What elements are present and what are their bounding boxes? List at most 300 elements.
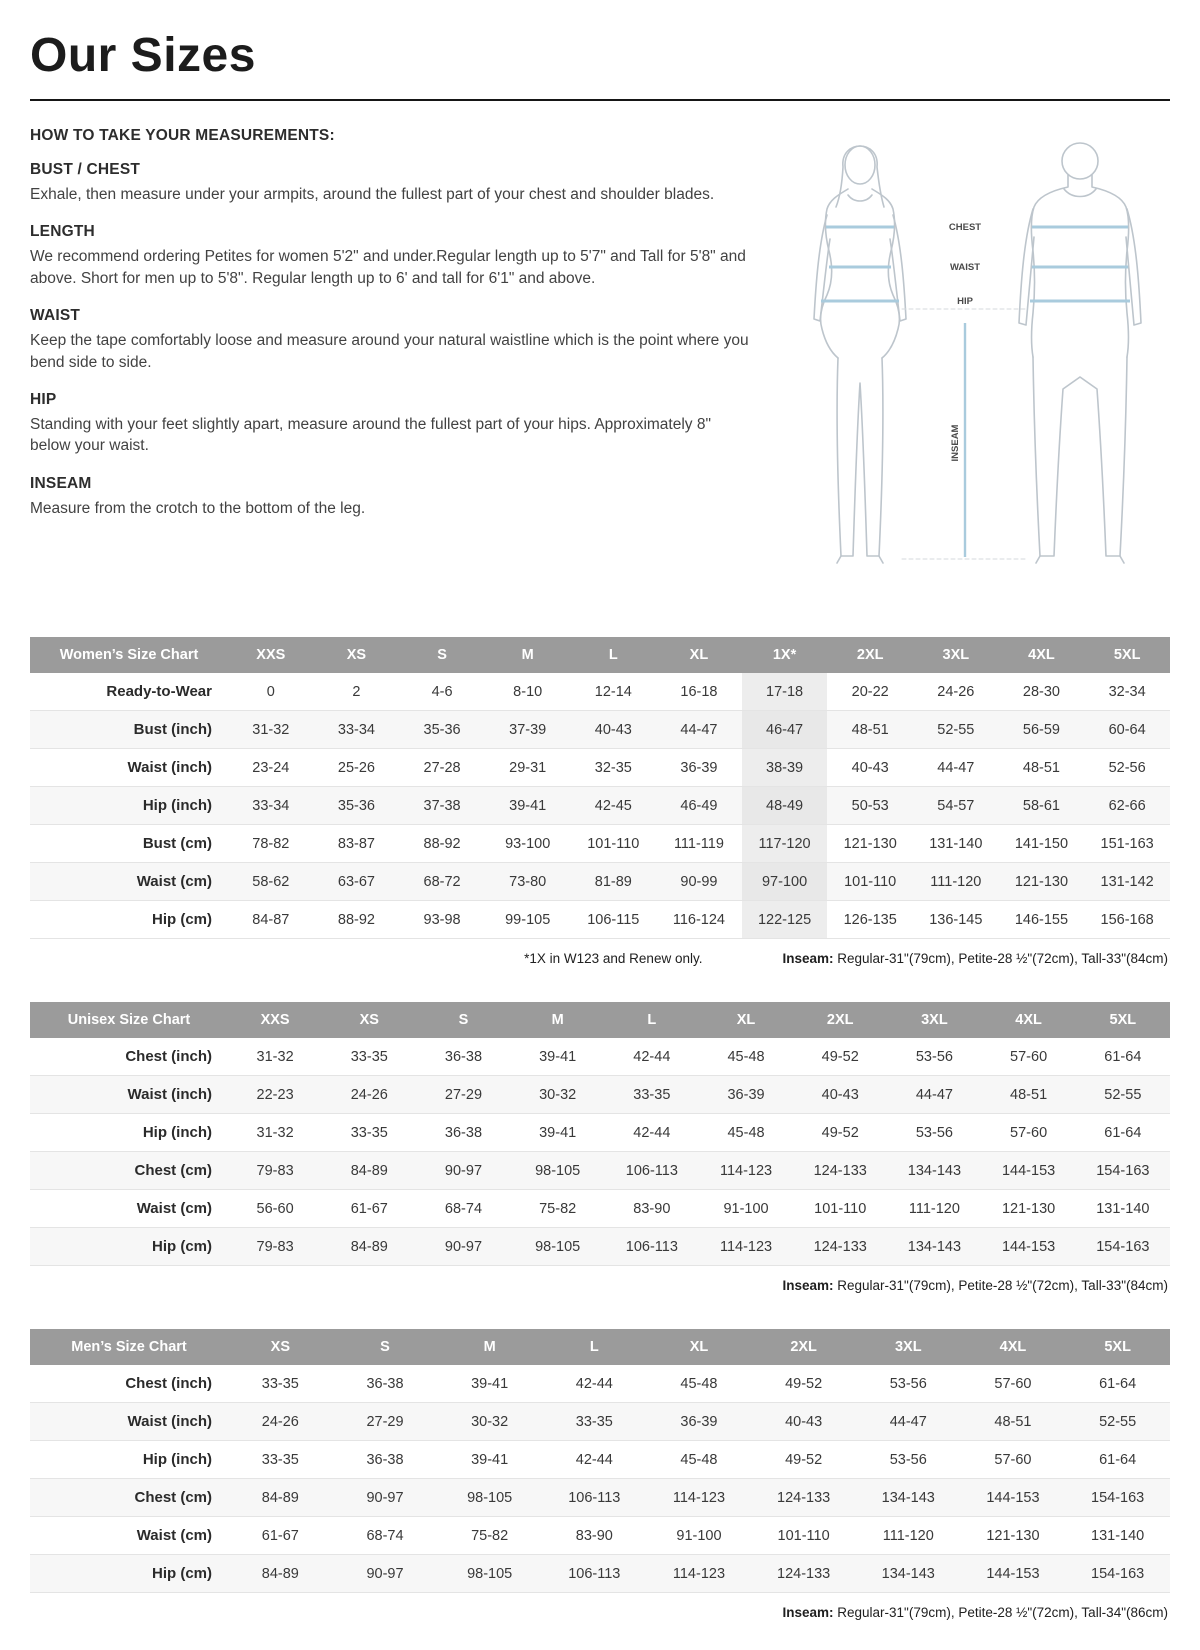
female-figure-outline (814, 146, 906, 563)
column-header: 2XL (793, 1002, 887, 1038)
table-cell: 33-35 (261, 1375, 299, 1392)
column-header: S (399, 637, 485, 673)
instruction-body: We recommend ordering Petites for women 5'2" and under.Regular length up to 5'7" and Tall for 5'8" and above. Short for men up to 5'8". Regular length up to 6' and tall for 6'1" and above. (30, 248, 746, 287)
table-cell: 52-55 (1099, 1413, 1137, 1430)
table-cell: 35-36 (337, 797, 375, 814)
instruction-heading: LENGTH (30, 223, 95, 241)
waist-label: WAIST (949, 262, 981, 273)
column-header: M (485, 637, 571, 673)
table-cell: 154-163 (1096, 1162, 1150, 1179)
table-cell: 53-56 (889, 1375, 927, 1392)
row-label: Hip (cm) (152, 1565, 212, 1582)
table-cell: 56-60 (256, 1200, 294, 1217)
table-cell: 68-72 (423, 873, 461, 890)
table-cell: 44-47 (889, 1413, 927, 1430)
table-cell: 49-52 (821, 1124, 859, 1141)
table-row (30, 1555, 1170, 1593)
table-cell: 114-123 (719, 1238, 773, 1255)
table-cell: 136-145 (929, 911, 983, 928)
table-title: Men’s Size Chart (30, 1329, 228, 1365)
header-row (30, 1002, 1170, 1038)
how-to-heading: HOW TO TAKE YOUR MEASUREMENTS: (30, 127, 335, 144)
measurement-diagram (780, 127, 1170, 601)
table-cell: 53-56 (915, 1048, 953, 1065)
column-header: XXS (228, 1002, 322, 1038)
table-cell: 122-125 (742, 901, 828, 939)
table-cell: 48-51 (1010, 1086, 1048, 1103)
table-cell: 84-89 (261, 1489, 299, 1506)
column-header: XL (647, 1329, 752, 1365)
table-cell: 73-80 (509, 873, 547, 890)
row-label: Waist (inch) (127, 1086, 212, 1103)
table-cell: 48-51 (1022, 759, 1060, 776)
table-row (30, 1038, 1170, 1076)
column-header: 3XL (856, 1329, 961, 1365)
table-cell: 40-43 (785, 1413, 823, 1430)
table-cell: 42-44 (633, 1048, 671, 1065)
table-row (30, 1190, 1170, 1228)
row-label: Waist (inch) (127, 1413, 212, 1430)
table-cell: 83-90 (575, 1527, 613, 1544)
table-cell: 52-55 (937, 721, 975, 738)
table-cell: 33-35 (350, 1048, 388, 1065)
table-cell: 61-67 (350, 1200, 388, 1217)
column-header: S (333, 1329, 438, 1365)
table-cell: 121-130 (986, 1527, 1040, 1544)
table-cell: 49-52 (821, 1048, 859, 1065)
table-cell: 0 (266, 683, 275, 700)
table-cell: 134-143 (907, 1162, 962, 1179)
header-row (30, 1329, 1170, 1365)
table-cell: 111-120 (908, 1200, 960, 1217)
table-cell: 33-34 (252, 797, 290, 814)
table-cell: 39-41 (471, 1375, 509, 1392)
row-label: Chest (inch) (125, 1375, 212, 1392)
table-row (30, 1152, 1170, 1190)
table-cell: 144-153 (986, 1489, 1040, 1506)
table-row (30, 1114, 1170, 1152)
table-cell: 131-142 (1100, 873, 1154, 890)
size-chart-table (30, 1329, 1170, 1593)
table-cell: 27-29 (444, 1086, 483, 1103)
table-row (30, 863, 1170, 901)
table-cell: 49-52 (785, 1451, 823, 1468)
table-cell: 61-64 (1099, 1451, 1137, 1468)
table-cell: 106-113 (625, 1162, 678, 1179)
table-cell: 90-97 (444, 1162, 483, 1179)
table-cell: 79-83 (256, 1162, 294, 1179)
row-label: Hip (cm) (152, 911, 212, 928)
table-cell: 131-140 (1091, 1527, 1145, 1544)
column-header: 3XL (887, 1002, 981, 1038)
table-cell: 53-56 (889, 1451, 927, 1468)
table-cell: 98-105 (467, 1489, 513, 1506)
table-cell: 90-99 (680, 873, 718, 890)
table-cell: 48-49 (742, 787, 828, 825)
table-cell: 57-60 (1010, 1048, 1048, 1065)
instruction-body: Exhale, then measure under your armpits, around the fullest part of your chest and shoulder blades. (30, 186, 715, 203)
inseam-note: Inseam: Regular-31"(79cm), Petite-28 ½"(72cm), Tall-33"(84cm) (782, 1278, 1168, 1293)
table-cell: 32-35 (594, 759, 632, 776)
table-cell: 40-43 (851, 759, 889, 776)
table-cell: 35-36 (423, 721, 461, 738)
table-cell: 111-120 (930, 873, 982, 890)
instruction-heading: BUST / CHEST (30, 161, 141, 178)
table-cell: 106-115 (587, 911, 640, 928)
table-cell: 49-52 (785, 1375, 823, 1392)
table-cell: 42-44 (575, 1375, 613, 1392)
table-cell: 81-89 (594, 873, 632, 890)
column-header: XXS (228, 637, 314, 673)
table-cell: 36-38 (366, 1375, 404, 1392)
measurement-lines (821, 227, 1130, 557)
table-cell: 39-41 (509, 797, 547, 814)
inseam-note-label: Inseam: (782, 1278, 834, 1293)
table-cell: 62-66 (1108, 797, 1146, 814)
table-cell: 154-163 (1091, 1565, 1145, 1582)
row-label: Hip (cm) (152, 1238, 212, 1255)
table-cell: 24-26 (350, 1086, 388, 1103)
instruction-heading: INSEAM (30, 474, 92, 492)
table-cell: 117-120 (742, 825, 828, 863)
table-cell: 84-89 (261, 1565, 299, 1582)
table-cell: 121-130 (1001, 1200, 1056, 1217)
table-cell: 156-168 (1100, 911, 1154, 928)
table-cell: 12-14 (594, 683, 632, 700)
table-cell: 45-48 (727, 1124, 765, 1141)
row-label: Ready-to-Wear (106, 683, 212, 700)
column-header: M (511, 1002, 605, 1038)
chest-label: CHEST (948, 222, 982, 233)
instruction-body: Keep the tape comfortably loose and measure around your natural waistline which is the point where you bend side to side. (30, 332, 749, 371)
instruction-list (30, 161, 754, 519)
table-cell: 20-22 (851, 683, 889, 700)
table-cell: 58-62 (252, 873, 290, 890)
table-row (30, 901, 1170, 939)
row-label: Waist (inch) (127, 759, 212, 776)
table-cell: 121-130 (843, 835, 897, 852)
column-header: 4XL (999, 637, 1085, 673)
table-cell: 144-153 (1001, 1238, 1056, 1255)
table-row (30, 1365, 1170, 1403)
instruction-item (30, 161, 754, 205)
column-header: XS (228, 1329, 333, 1365)
table-cell: 32-34 (1108, 683, 1146, 700)
row-label: Chest (inch) (125, 1048, 212, 1065)
table-cell: 33-35 (633, 1086, 671, 1103)
table-cell: 101-110 (777, 1527, 830, 1544)
table-cell: 24-26 (937, 683, 975, 700)
table-cell: 151-163 (1100, 835, 1154, 852)
table-cell: 36-38 (444, 1124, 483, 1141)
table-cell: 84-89 (350, 1238, 388, 1255)
inseam-note-label: Inseam: (782, 1605, 834, 1620)
instruction-item (30, 475, 754, 519)
table-cell: 124-133 (777, 1489, 831, 1506)
table-cell: 36-39 (727, 1086, 765, 1103)
table-cell: 83-87 (337, 835, 375, 852)
table-cell: 45-48 (680, 1451, 718, 1468)
row-label: Bust (cm) (142, 835, 212, 852)
table-cell: 98-105 (535, 1238, 581, 1255)
table-cell: 24-26 (261, 1413, 299, 1430)
table-cell: 39-41 (539, 1048, 577, 1065)
table-cell: 40-43 (821, 1086, 859, 1103)
page-title: Our Sizes (30, 29, 256, 82)
instruction-item (30, 307, 754, 373)
table-cell: 134-143 (881, 1565, 935, 1582)
row-label: Hip (inch) (142, 1451, 212, 1468)
table-cell: 154-163 (1096, 1238, 1150, 1255)
column-header: 1X* (742, 637, 828, 673)
table-row (30, 1441, 1170, 1479)
table-cell: 111-120 (882, 1527, 934, 1544)
table-cell: 141-150 (1014, 835, 1069, 852)
measurements-area (30, 127, 1170, 601)
table-cell: 98-105 (467, 1565, 513, 1582)
table-cell: 42-44 (575, 1451, 613, 1468)
table-cell: 46-49 (680, 797, 718, 814)
table-cell: 57-60 (1010, 1124, 1048, 1141)
table-cell: 53-56 (915, 1124, 953, 1141)
column-header: 3XL (913, 637, 999, 673)
table-cell: 61-64 (1104, 1048, 1142, 1065)
table-cell: 68-74 (366, 1527, 404, 1544)
table-cell: 58-61 (1022, 797, 1060, 814)
table-cell: 44-47 (680, 721, 718, 738)
column-header: 5XL (1065, 1329, 1170, 1365)
table-cell: 45-48 (680, 1375, 718, 1392)
table-row (30, 1517, 1170, 1555)
table-cell: 52-56 (1108, 759, 1146, 776)
table-cell: 36-39 (680, 1413, 718, 1430)
table-cell: 90-97 (444, 1238, 483, 1255)
table-row (30, 1228, 1170, 1266)
table-cell: 44-47 (915, 1086, 953, 1103)
table-cell: 38-39 (742, 749, 828, 787)
inseam-note-label: Inseam: (782, 951, 834, 966)
table-cell: 75-82 (471, 1527, 509, 1544)
table-cell: 124-133 (813, 1238, 867, 1255)
measurement-instructions (30, 127, 754, 601)
column-header: S (416, 1002, 510, 1038)
table-cell: 61-64 (1099, 1375, 1137, 1392)
table-cell: 121-130 (1014, 873, 1069, 890)
row-label: Waist (cm) (136, 873, 212, 890)
table-cell: 146-155 (1014, 911, 1069, 928)
table-cell: 116-124 (672, 911, 725, 928)
table-cell: 63-67 (337, 873, 375, 890)
table-cell: 101-110 (814, 1200, 867, 1217)
table-cell: 114-123 (719, 1162, 773, 1179)
table-cell: 33-35 (350, 1124, 388, 1141)
table-row (30, 1403, 1170, 1441)
table-row (30, 1076, 1170, 1114)
column-header: XS (314, 637, 400, 673)
asterisk-note: *1X in W123 and Renew only. (524, 951, 703, 966)
table-cell: 68-74 (444, 1200, 483, 1217)
header-row (30, 637, 1170, 673)
row-label: Chest (cm) (134, 1162, 212, 1179)
table-cell: 33-35 (261, 1451, 299, 1468)
table-cell: 17-18 (742, 673, 828, 711)
table-cell: 90-97 (366, 1489, 404, 1506)
row-label: Hip (inch) (142, 1124, 212, 1141)
size-chart-table (30, 1002, 1170, 1266)
table-row (30, 711, 1170, 749)
instruction-item (30, 391, 754, 457)
table-cell: 36-38 (444, 1048, 483, 1065)
size-chart-women (30, 637, 1170, 966)
table-footnote (30, 1605, 1170, 1620)
table-cell: 16-18 (680, 683, 718, 700)
table-cell: 114-123 (672, 1565, 726, 1582)
column-header: L (571, 637, 657, 673)
table-cell: 144-153 (1001, 1162, 1056, 1179)
table-cell: 36-39 (680, 759, 718, 776)
table-cell: 23-24 (252, 759, 290, 776)
column-header: 2XL (751, 1329, 856, 1365)
table-cell: 131-140 (1096, 1200, 1150, 1217)
instruction-heading: WAIST (30, 307, 81, 325)
hip-label: HIP (957, 296, 973, 307)
size-chart-unisex (30, 1002, 1170, 1293)
table-cell: 52-55 (1104, 1086, 1142, 1103)
table-cell: 8-10 (513, 683, 543, 700)
inseam-label: INSEAM (950, 424, 961, 462)
table-cell: 91-100 (723, 1200, 769, 1217)
table-cell: 106-113 (568, 1565, 621, 1582)
table-cell: 111-119 (673, 835, 724, 852)
table-cell: 78-82 (252, 835, 290, 852)
table-cell: 88-92 (423, 835, 461, 852)
table-cell: 46-47 (742, 711, 828, 749)
table-cell: 79-83 (256, 1238, 294, 1255)
table-cell: 31-32 (252, 721, 290, 738)
table-cell: 33-34 (337, 721, 375, 738)
table-cell: 37-38 (423, 797, 461, 814)
row-label: Waist (cm) (136, 1527, 212, 1544)
table-cell: 75-82 (539, 1200, 577, 1217)
table-cell: 30-32 (539, 1086, 577, 1103)
table-row (30, 749, 1170, 787)
row-label: Chest (cm) (134, 1489, 212, 1506)
column-header: 4XL (961, 1329, 1066, 1365)
size-chart-table (30, 637, 1170, 939)
table-cell: 48-51 (994, 1413, 1032, 1430)
table-cell: 45-48 (727, 1048, 765, 1065)
table-cell: 42-45 (594, 797, 632, 814)
table-cell: 30-32 (471, 1413, 509, 1430)
table-row (30, 1479, 1170, 1517)
column-header: 4XL (982, 1002, 1076, 1038)
table-cell: 101-110 (587, 835, 640, 852)
table-cell: 54-57 (937, 797, 975, 814)
table-cell: 27-29 (366, 1413, 404, 1430)
table-cell: 31-32 (256, 1048, 294, 1065)
column-header: XL (699, 1002, 793, 1038)
table-cell: 57-60 (994, 1451, 1032, 1468)
instruction-heading: HIP (30, 390, 57, 408)
row-label: Waist (cm) (136, 1200, 212, 1217)
table-cell: 91-100 (676, 1527, 722, 1544)
table-cell: 33-35 (575, 1413, 613, 1430)
table-cell: 114-123 (672, 1489, 726, 1506)
column-header: 2XL (827, 637, 913, 673)
table-cell: 134-143 (907, 1238, 962, 1255)
row-label: Bust (inch) (133, 721, 212, 738)
table-cell: 126-135 (843, 911, 897, 928)
male-figure-outline (1019, 143, 1141, 563)
table-cell: 27-28 (423, 759, 461, 776)
table-cell: 144-153 (986, 1565, 1040, 1582)
table-cell: 37-39 (509, 721, 547, 738)
column-header: 5XL (1076, 1002, 1170, 1038)
table-cell: 99-105 (505, 911, 551, 928)
table-cell: 42-44 (633, 1124, 671, 1141)
table-cell: 131-140 (929, 835, 983, 852)
table-cell: 106-113 (568, 1489, 621, 1506)
column-header: M (437, 1329, 542, 1365)
column-header: XL (656, 637, 742, 673)
column-header: L (605, 1002, 699, 1038)
table-row (30, 825, 1170, 863)
table-cell: 40-43 (594, 721, 632, 738)
table-cell: 61-64 (1104, 1124, 1142, 1141)
table-cell: 90-97 (366, 1565, 404, 1582)
table-cell: 84-89 (350, 1162, 388, 1179)
table-cell: 2 (352, 683, 361, 700)
table-cell: 93-100 (505, 835, 551, 852)
table-cell: 22-23 (256, 1086, 294, 1103)
inseam-note: Inseam: Regular-31"(79cm), Petite-28 ½"(72cm), Tall-34"(86cm) (782, 1605, 1168, 1620)
column-header: L (542, 1329, 647, 1365)
table-title: Unisex Size Chart (30, 1002, 228, 1038)
table-cell: 39-41 (471, 1451, 509, 1468)
table-row (30, 787, 1170, 825)
size-chart-men (30, 1329, 1170, 1620)
table-cell: 4-6 (431, 683, 453, 700)
column-header: XS (322, 1002, 416, 1038)
table-cell: 61-67 (261, 1527, 299, 1544)
table-cell: 57-60 (994, 1375, 1032, 1392)
size-charts (30, 637, 1170, 1620)
table-cell: 124-133 (777, 1565, 831, 1582)
table-cell: 39-41 (539, 1124, 577, 1141)
table-cell: 134-143 (881, 1489, 935, 1506)
instruction-body: Standing with your feet slightly apart, measure around the fullest part of your hips. Approximately 8" below your waist. (30, 415, 711, 455)
table-cell: 83-90 (633, 1200, 671, 1217)
table-cell: 44-47 (937, 759, 975, 776)
table-cell: 106-113 (625, 1238, 678, 1255)
table-cell: 28-30 (1022, 683, 1060, 700)
table-cell: 88-92 (337, 911, 375, 928)
table-cell: 98-105 (535, 1162, 581, 1179)
table-cell: 93-98 (423, 911, 461, 928)
instruction-item (30, 223, 754, 289)
table-cell: 48-51 (851, 721, 889, 738)
table-cell: 25-26 (337, 759, 375, 776)
table-row (30, 673, 1170, 711)
table-footnote (30, 951, 1170, 966)
table-cell: 101-110 (844, 873, 897, 890)
table-cell: 60-64 (1108, 721, 1146, 738)
table-cell: 97-100 (742, 863, 828, 901)
column-header: 5XL (1084, 637, 1170, 673)
instruction-body: Measure from the crotch to the bottom of the leg. (30, 499, 366, 517)
table-cell: 56-59 (1022, 721, 1060, 738)
table-cell: 124-133 (813, 1162, 867, 1179)
